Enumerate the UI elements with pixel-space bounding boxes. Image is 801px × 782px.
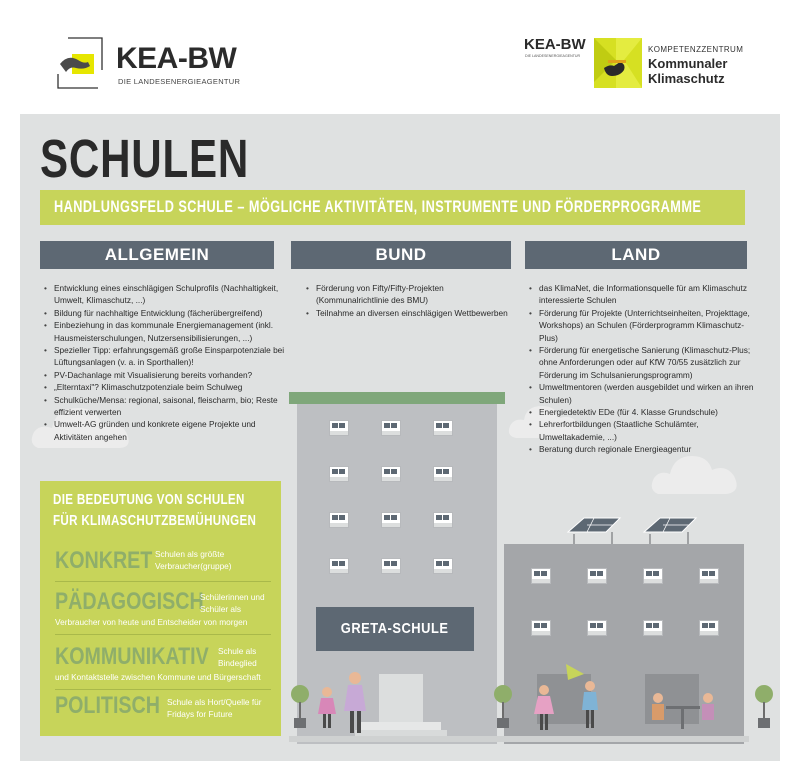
heading-land bbox=[525, 241, 747, 269]
tree-icon bbox=[290, 684, 310, 730]
bedeutung-word-konkret: KONKRET bbox=[55, 547, 153, 574]
bedeutung-heading-line1: DIE BEDEUTUNG VON SCHULEN bbox=[53, 492, 245, 508]
heading-allgemein bbox=[40, 241, 274, 269]
list-item: • Teilnahme an diversen einschlägigen Wettbewerben bbox=[308, 307, 518, 319]
window bbox=[643, 620, 663, 636]
people-illustration bbox=[648, 688, 718, 734]
roof bbox=[289, 392, 505, 404]
tree-icon bbox=[493, 684, 513, 730]
kea-logo-mark-icon bbox=[54, 34, 106, 90]
window bbox=[329, 420, 349, 436]
list-item: • Schulküche/Mensa: regional, saisonal, fleischarm, bio; Reste effizient verwerten bbox=[46, 394, 288, 419]
list-item: • Umwelt-AG gründen und konkrete eigene Projekte und Aktivitäten angehen bbox=[46, 418, 288, 443]
bedeutung-desc: Schule als Bindeglied bbox=[218, 646, 257, 668]
school-sign-text: GRETA-SCHULE bbox=[341, 620, 449, 637]
heading-allgemein-text: ALLGEMEIN bbox=[104, 245, 210, 264]
bedeutung-heading-line2: FÜR KLIMASCHUTZBEMÜHUNGEN bbox=[53, 513, 257, 529]
list-item: • „Elterntaxi"? Klimaschutzpotenziale beim Schulweg bbox=[46, 381, 288, 393]
bedeutung-word-kommunikativ: KOMMUNIKATIV bbox=[55, 643, 209, 670]
window bbox=[329, 512, 349, 528]
tree-icon bbox=[754, 684, 774, 730]
bedeutung-desc: und Kontaktstelle zwischen Kommune und Bürgerschaft bbox=[55, 672, 261, 682]
divider bbox=[55, 581, 271, 582]
list-item: • Förderung für energetische Sanierung (Klimaschutz-Plus; ohne Anforderungen oder auf KfW 70/55 zusätzlich zur Förderung im Schulsanierungsprogramm) bbox=[531, 344, 759, 381]
kompetenz-logo-icon bbox=[594, 38, 642, 88]
list-item: • Beratung durch regionale Energieagentur bbox=[531, 443, 759, 455]
kea-bw-logo bbox=[54, 34, 264, 98]
window bbox=[531, 620, 551, 636]
kea-logo-small: KEA-BW bbox=[524, 36, 586, 53]
list-item: • Bildung für nachhaltige Entwicklung (fächerübergreifend) bbox=[46, 307, 288, 319]
divider bbox=[55, 689, 271, 690]
window bbox=[433, 512, 453, 528]
list-item: • Spezieller Tipp: erfahrungsgemäß große Einsparpotenziale bei Lüftungsanlagen (v. a. in Sporthallen)! bbox=[46, 344, 288, 369]
window bbox=[381, 466, 401, 482]
solar-panel-icon bbox=[564, 514, 704, 546]
bedeutung-word-politisch: POLITISCH bbox=[55, 692, 160, 719]
heading-bund-text: BUND bbox=[375, 245, 427, 264]
kompetenz-kommunaler: Kommunaler bbox=[648, 56, 728, 71]
list-allgemein bbox=[34, 282, 288, 443]
kea-logo-text: KEA-BW bbox=[116, 42, 237, 75]
window bbox=[433, 420, 453, 436]
bedeutung-desc: Schulen als größte Verbraucher(gruppe) bbox=[155, 549, 232, 571]
list-item: • Förderung für Projekte (Unterrichtseinheiten, Projekttage, Workshops) an Schulen (Förderprogramm Klimaschutz-Plus) bbox=[531, 307, 759, 344]
subtitle-band bbox=[40, 190, 745, 225]
heading-bund bbox=[291, 241, 511, 269]
people-illustration bbox=[530, 660, 620, 736]
divider bbox=[55, 634, 271, 635]
list-item: • Einbeziehung in das kommunale Energiemanagement (inkl. Hausmeisterschulungen, Nutzersensibilisierungen, ...) bbox=[46, 319, 288, 344]
bedeutung-desc: Schülerinnen und Schüler als bbox=[200, 592, 265, 614]
kea-tagline-small: DIE LANDESENERGIEAGENTUR bbox=[525, 54, 581, 58]
subtitle-text: HANDLUNGSFELD SCHULE – MÖGLICHE AKTIVITÄTEN, INSTRUMENTE UND FÖRDERPROGRAMME bbox=[54, 198, 702, 216]
window bbox=[381, 420, 401, 436]
bedeutung-desc: Schule als Hort/Quelle für Fridays for Future bbox=[167, 697, 262, 719]
list-bund bbox=[296, 282, 518, 319]
list-item: • Umweltmentoren (werden ausgebildet und wirken an ihren Schulen) bbox=[531, 381, 759, 406]
window bbox=[381, 512, 401, 528]
page-title: SCHULEN bbox=[40, 129, 250, 189]
window bbox=[381, 558, 401, 574]
window bbox=[699, 568, 719, 584]
window bbox=[329, 558, 349, 574]
list-item: • Förderung von Fifty/Fifty-Projekten (Kommunalrichtlinie des BMU) bbox=[308, 282, 518, 307]
entrance-door bbox=[379, 674, 423, 722]
window bbox=[699, 620, 719, 636]
kompetenz-klimaschutz: Klimaschutz bbox=[648, 71, 725, 86]
window bbox=[329, 466, 349, 482]
window bbox=[587, 568, 607, 584]
list-item: • das KlimaNet, die Informationsquelle für am Klimaschutz interessierte Schulen bbox=[531, 282, 759, 307]
kea-tagline: DIE LANDESENERGIEAGENTUR bbox=[118, 77, 241, 86]
window bbox=[643, 568, 663, 584]
list-item: • Entwicklung eines einschlägigen Schulprofils (Nachhaltigkeit, Umwelt, Klimaschutz, ...) bbox=[46, 282, 288, 307]
heading-land-text: LAND bbox=[611, 245, 661, 264]
people-illustration bbox=[315, 668, 375, 738]
list-item: • PV-Dachanlage mit Visualisierung bereits vorhanden? bbox=[46, 369, 288, 381]
window bbox=[433, 558, 453, 574]
list-item: • Energiedetektiv EDe (für 4. Klasse Grundschule) bbox=[531, 406, 759, 418]
window bbox=[587, 620, 607, 636]
kompetenz-label: KOMPETENZZENTRUM bbox=[648, 45, 744, 54]
bedeutung-word-paedagogisch: PÄDAGOGISCH bbox=[55, 588, 204, 615]
kompetenzzentrum-logo bbox=[524, 34, 774, 94]
window bbox=[531, 568, 551, 584]
window bbox=[433, 466, 453, 482]
list-item: • Lehrerfortbildungen (Staatliche Schulämter, Umweltakademie, ...) bbox=[531, 418, 759, 443]
school-sign bbox=[316, 607, 474, 651]
bedeutung-desc: Verbraucher von heute und Entscheider von morgen bbox=[55, 617, 248, 627]
